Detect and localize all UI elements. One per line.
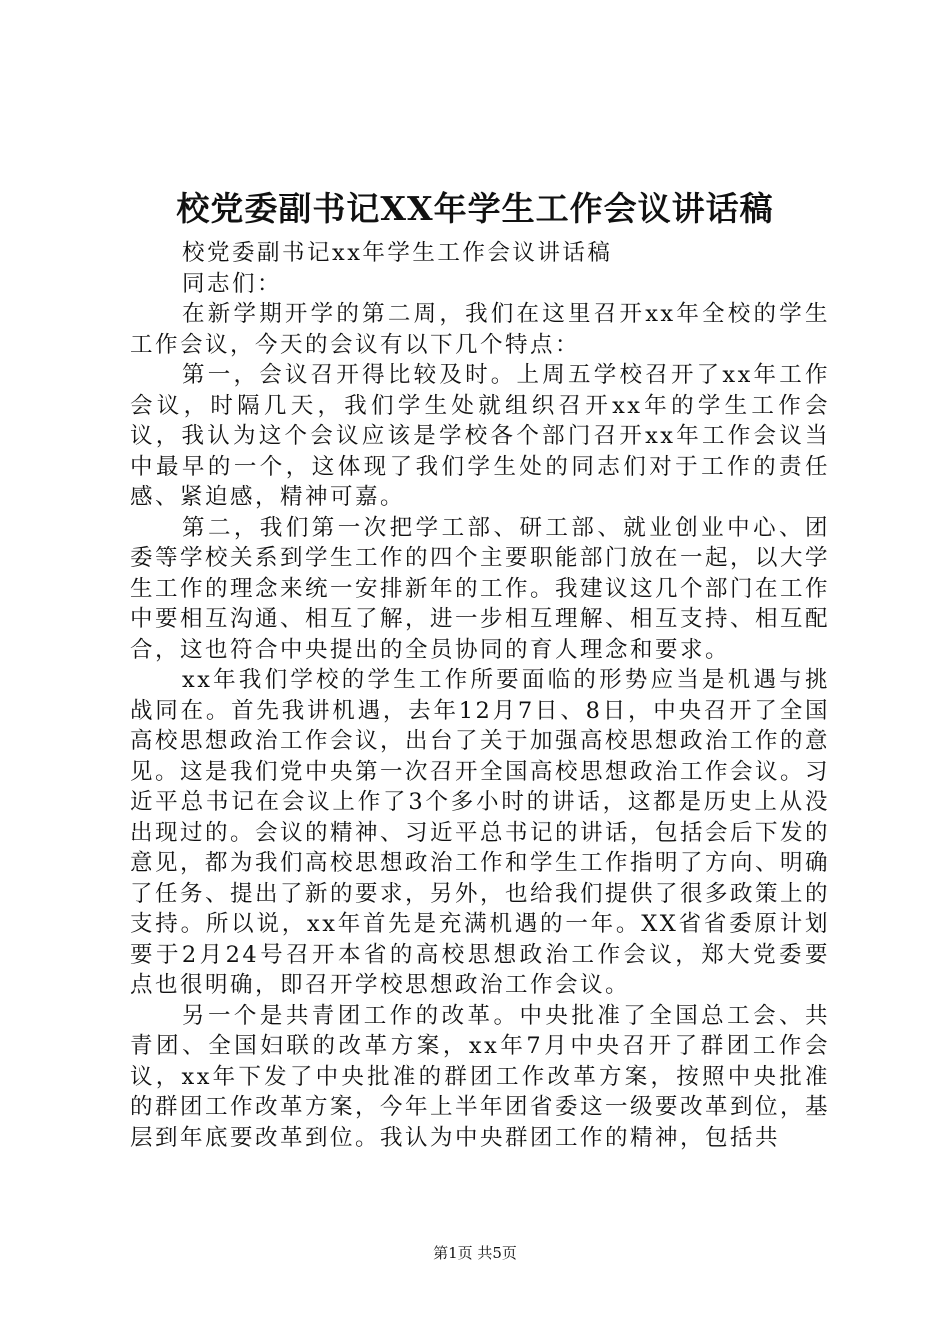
- paragraph: xx年我们学校的学生工作所要面临的形势应当是机遇与挑战同在。首先我讲机遇，去年12月7日、8日，中央召开了全国高校思想政治工作会议，出台了关于加强高校思想政治工作的意见。这是我们党中央第一次召开全国高校思想政治工作会议。习近平总书记在会议上作了3个多小时的讲话，这都是历史上从没出现过的。会议的精神、习近平总书记的讲话，包括会后下发的意见，都为我们高校思想政治工作和学生工作指明了方向、明确了任务、提出了新的要求，另外，也给我们提供了很多政策上的支持。所以说，xx年首先是充满机遇的一年。XX省省委原计划要于2月24号召开本省的高校思想政治工作会议，郑大党委要点也很明确，即召开学校思想政治工作会议。: [130, 667, 831, 998]
- document-body: [130, 238, 830, 1153]
- paragraph: 另一个是共青团工作的改革。中央批准了全国总工会、共青团、全国妇联的改革方案，xx年7月中央召开了群团工作会议，xx年下发了中央批准的群团工作改革方案，按照中央批准的群团工作改革方案，今年上半年团省委这一级要改革到位，基层到年底要改革到位。我认为中央群团工作的精神，包括共: [130, 1002, 831, 1151]
- document-title: 校党委副书记XX年学生工作会议讲话稿: [176, 189, 774, 228]
- paragraph: 第二，我们第一次把学工部、研工部、就业创业中心、团委等学校关系到学生工作的四个主要职能部门放在一起，以大学生工作的理念来统一安排新年的工作。我建议这几个部门在工作中要相互沟通、相互了解，进一步相互理解、相互支持、相互配合，这也符合中央提出的全员协同的育人理念和要求。: [130, 514, 831, 663]
- document-subtitle: 校党委副书记xx年学生工作会议讲话稿: [182, 240, 613, 266]
- paragraph: 在新学期开学的第二周，我们在这里召开xx年全校的学生工作会议，今天的会议有以下几个特点：: [130, 301, 830, 358]
- page-footer: 第1页 共5页: [433, 1244, 517, 1262]
- paragraph: 第一，会议召开得比较及时。上周五学校召开了xx年工作会议，时隔几天，我们学生处就组织召开xx年的学生工作会议，我认为这个会议应该是学校各个部门召开xx年工作会议当中最早的一个，这体现了我们学生处的同志们对于工作的责任感、紧迫感，精神可嘉。: [130, 362, 830, 510]
- salutation: 同志们：: [182, 270, 283, 297]
